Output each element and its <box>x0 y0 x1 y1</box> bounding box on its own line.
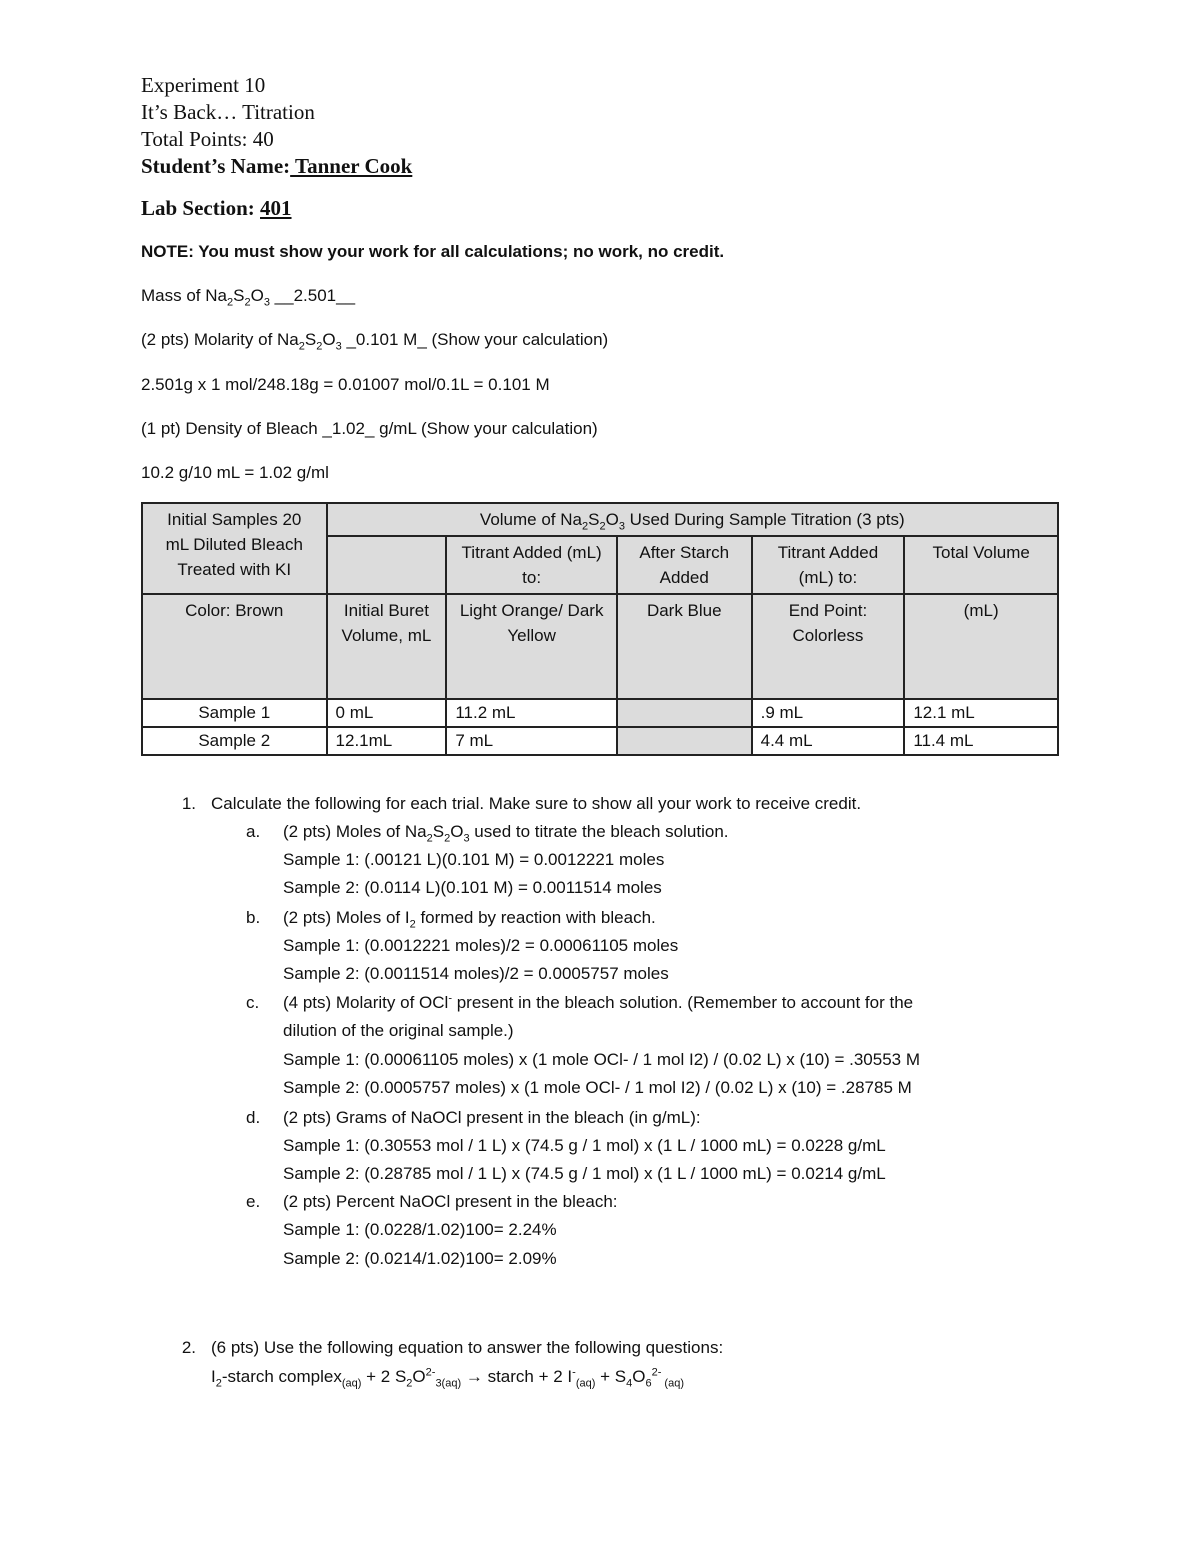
mass-text: Mass of Na <box>141 286 227 305</box>
sub: 2 <box>215 1377 222 1390</box>
item-text: S <box>432 822 445 841</box>
question-1-text: Calculate the following for each trial. Make sure to show all your work to receive credit. <box>211 794 862 813</box>
question-number: 2. <box>181 1338 196 1357</box>
header-text: O <box>605 510 619 529</box>
experiment-number: Experiment 10 <box>141 73 266 97</box>
sub: 4 <box>626 1377 633 1390</box>
item-text: O <box>450 822 464 841</box>
header-text: S <box>588 510 600 529</box>
sub: (aq) <box>661 1377 684 1390</box>
item-c-text <box>283 989 913 1017</box>
table-cell: 12.1 mL <box>904 699 1058 727</box>
table-subheader <box>327 536 447 594</box>
item-e-sample1: Sample 1: (0.0228/1.02)100= 2.24% <box>283 1220 557 1239</box>
table-color-cell: Color: Brown <box>142 594 327 699</box>
sub: 2 <box>316 340 323 353</box>
table-cell <box>617 699 752 727</box>
eq-text: O <box>632 1367 646 1386</box>
question-number: 1. <box>181 794 196 813</box>
table-cell: 7 mL <box>446 727 617 755</box>
table-subheader: Titrant Added (mL) to: <box>446 536 617 594</box>
table-row <box>142 699 1058 727</box>
table-subheader: Total Volume <box>904 536 1058 594</box>
experiment-title: It’s Back… Titration <box>141 100 315 124</box>
item-a-sample2: Sample 2: (0.0114 L)(0.101 M) = 0.0011514 moles <box>283 878 662 897</box>
table-color-cell: (mL) <box>904 594 1058 699</box>
sub: 2 <box>226 296 234 309</box>
item-text: used to titrate the bleach solution. <box>469 822 729 841</box>
table-color-cell: Dark Blue <box>617 594 752 699</box>
eq-text: → starch + 2 I <box>461 1367 573 1386</box>
sub: 3 <box>263 296 270 309</box>
student-name-label: Student’s Name: <box>141 154 291 178</box>
item-a-sample1: Sample 1: (.00121 L)(0.101 M) = 0.0012221 moles <box>283 850 665 869</box>
molarity-text: O <box>322 330 336 349</box>
sub: 2 <box>409 918 416 931</box>
item-letter: c. <box>246 993 260 1012</box>
item-text: (2 pts) Moles of I <box>283 908 410 927</box>
sub: (aq) <box>575 1377 596 1390</box>
header-text: Initial Samples 20 <box>167 510 302 529</box>
item-e-sample2: Sample 2: (0.0214/1.02)100= 2.09% <box>283 1249 557 1268</box>
item-text: present in the bleach solution. (Remember to account for the <box>451 993 914 1012</box>
table-header-volume <box>327 503 1058 536</box>
sup: - <box>448 992 452 1005</box>
item-b-sample1: Sample 1: (0.0012221 moles)/2 = 0.00061105 moles <box>283 936 679 955</box>
item-text: (4 pts) Molarity of OCl <box>283 993 449 1012</box>
molarity-text: S <box>304 330 317 349</box>
student-name-line <box>141 153 412 180</box>
sub: 2 <box>599 520 606 533</box>
item-d-text: (2 pts) Grams of NaOCl present in the bleach (in g/mL): <box>283 1108 701 1127</box>
total-points: Total Points: 40 <box>141 127 274 151</box>
question-2-text: (6 pts) Use the following equation to answer the following questions: <box>211 1338 724 1357</box>
sub: 2 <box>244 296 251 309</box>
header-text: Treated with KI <box>177 560 292 579</box>
mass-text: O <box>250 286 264 305</box>
sub: 2 <box>581 520 589 533</box>
sup: 2- <box>651 1366 662 1379</box>
item-a-text <box>283 818 729 846</box>
item-c-sample1: Sample 1: (0.00061105 moles) x (1 mole OCl- / 1 mol I2) / (0.02 L) x (10) = .30553 M <box>283 1050 920 1069</box>
eq-text: -starch complex <box>221 1367 342 1386</box>
item-b-sample2: Sample 2: (0.0011514 moles)/2 = 0.0005757 moles <box>283 964 669 983</box>
eq-text: O <box>412 1367 426 1386</box>
lab-section-label: Lab Section: <box>141 196 255 220</box>
item-e-text: (2 pts) Percent NaOCl present in the bleach: <box>283 1192 618 1211</box>
item-letter: b. <box>246 908 261 927</box>
eq-text: + 2 S <box>361 1367 407 1386</box>
sub: 2 <box>444 832 451 845</box>
item-text: formed by reaction with bleach. <box>415 908 656 927</box>
item-letter: e. <box>246 1192 261 1211</box>
sub: 2 <box>426 832 433 845</box>
table-color-cell: Light Orange/ Dark Yellow <box>446 594 617 699</box>
table-cell: Sample 1 <box>142 699 327 727</box>
table-subheader: After Starch Added <box>617 536 752 594</box>
item-text: (2 pts) Moles of Na <box>283 822 427 841</box>
item-letter: d. <box>246 1108 261 1127</box>
mass-text: S <box>233 286 245 305</box>
mass-value: __2.501__ <box>269 286 356 305</box>
lab-section-value: 401 <box>260 196 292 220</box>
header-text: Used During Sample Titration (3 pts) <box>624 510 905 529</box>
molarity-value: _0.101 M_ (Show your calculation) <box>341 330 609 349</box>
table-cell: 12.1mL <box>327 727 447 755</box>
density-line: (1 pt) Density of Bleach _1.02_ g/mL (Show your calculation) <box>141 419 598 438</box>
sub: 6 <box>645 1377 652 1390</box>
sub: 3 <box>463 832 470 845</box>
table-cell: 11.4 mL <box>904 727 1058 755</box>
note-line: NOTE: You must show your work for all calculations; no work, no credit. <box>141 242 725 261</box>
header-text: Volume of Na <box>479 510 582 529</box>
density-calculation: 10.2 g/10 mL = 1.02 g/ml <box>141 463 329 482</box>
table-cell: Sample 2 <box>142 727 327 755</box>
reaction-equation <box>211 1363 684 1391</box>
item-c-text-line2: dilution of the original sample.) <box>283 1021 514 1040</box>
item-letter: a. <box>246 822 261 841</box>
sup: - <box>572 1366 576 1379</box>
header-text: mL Diluted Bleach <box>165 535 303 554</box>
item-d-sample2: Sample 2: (0.28785 mol / 1 L) x (74.5 g / 1 mol) x (1 L / 1000 mL) = 0.0214 g/mL <box>283 1164 886 1183</box>
sup: 2- <box>425 1366 436 1379</box>
table-header-sample <box>142 503 327 594</box>
sub: 3 <box>335 340 342 353</box>
sub: 2 <box>298 340 305 353</box>
sub: 3(aq) <box>435 1377 462 1390</box>
mass-line <box>141 284 355 308</box>
table-cell <box>617 727 752 755</box>
student-name-value: Tanner Cook <box>290 154 413 178</box>
table-subheader: Titrant Added (mL) to: <box>752 536 905 594</box>
titration-table <box>141 502 1059 756</box>
sub: 2 <box>406 1377 413 1390</box>
lab-section-line <box>141 195 292 222</box>
sub: (aq) <box>341 1377 362 1390</box>
molarity-text: (2 pts) Molarity of Na <box>141 330 299 349</box>
eq-text: + S <box>595 1367 627 1386</box>
table-cell: 11.2 mL <box>446 699 617 727</box>
table-color-cell: End Point: Colorless <box>752 594 905 699</box>
sub: 3 <box>618 520 625 533</box>
item-d-sample1: Sample 1: (0.30553 mol / 1 L) x (74.5 g / 1 mol) x (1 L / 1000 mL) = 0.0228 g/mL <box>283 1136 886 1155</box>
molarity-line <box>141 328 608 352</box>
table-cell: .9 mL <box>752 699 905 727</box>
eq-text: I <box>211 1367 216 1386</box>
table-cell: 0 mL <box>327 699 447 727</box>
molarity-calculation: 2.501g x 1 mol/248.18g = 0.01007 mol/0.1L = 0.101 M <box>141 375 550 394</box>
item-c-sample2: Sample 2: (0.0005757 moles) x (1 mole OCl- / 1 mol I2) / (0.02 L) x (10) = .28785 M <box>283 1078 912 1097</box>
item-b-text <box>283 904 656 932</box>
table-row <box>142 727 1058 755</box>
table-color-cell: Initial Buret Volume, mL <box>327 594 447 699</box>
table-cell: 4.4 mL <box>752 727 905 755</box>
